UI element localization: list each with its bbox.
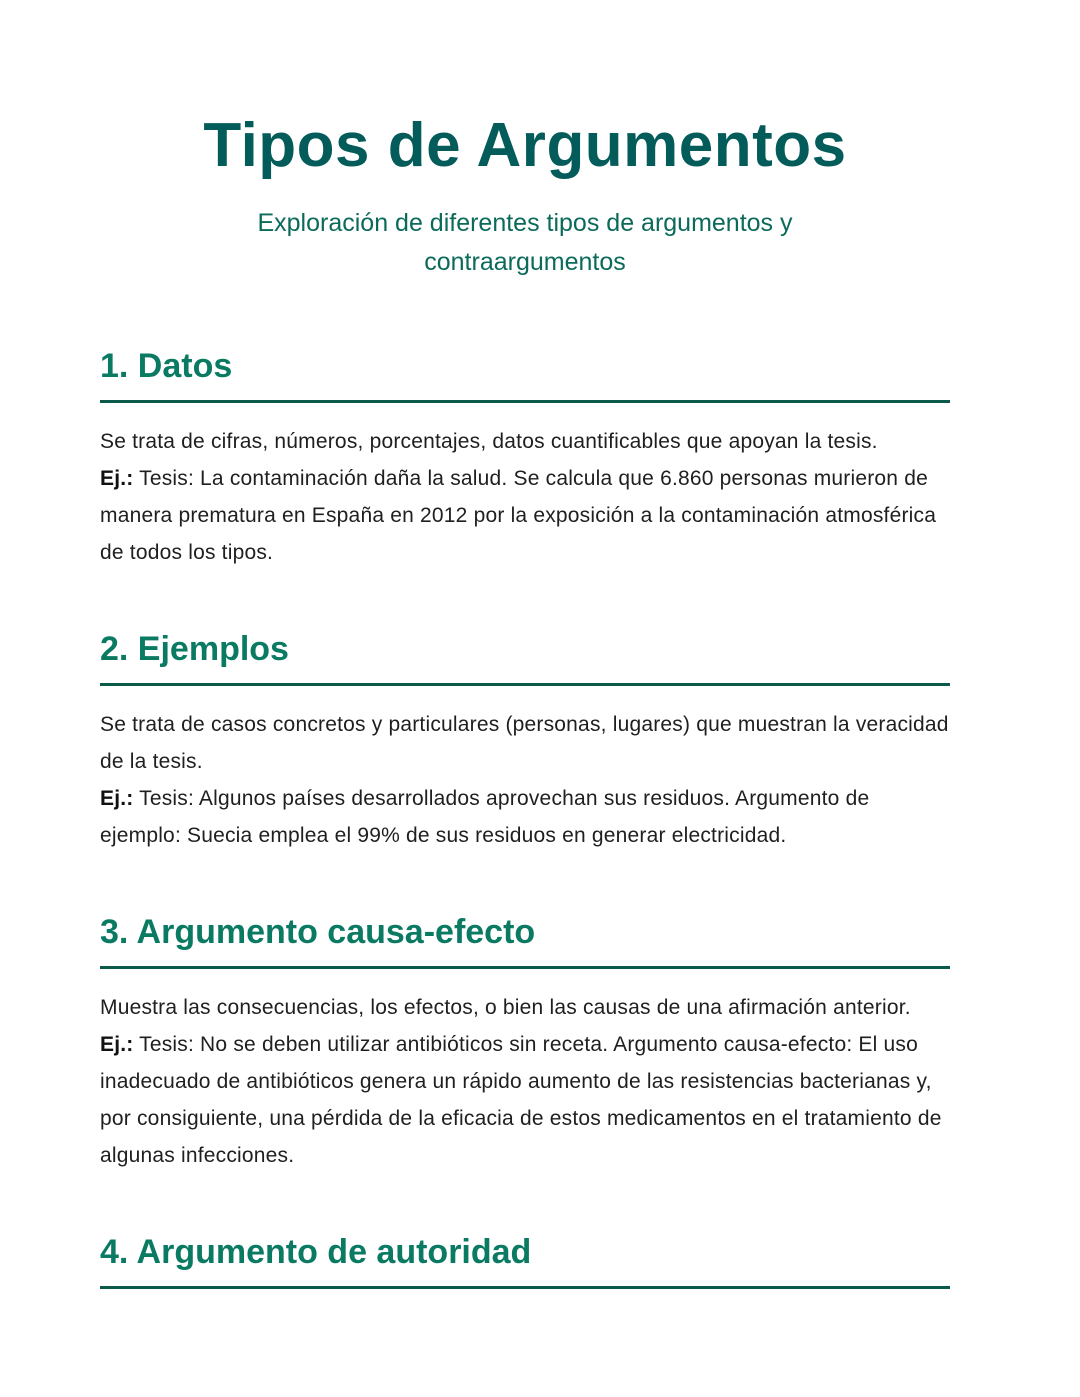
section-example — [100, 1026, 950, 1174]
section-causa-efecto — [100, 910, 950, 1174]
example-text: Tesis: La contaminación daña la salud. Se calcula que 6.860 personas murieron de manera prematura en España en 2012 por la exposición a la contaminación atmosférica de todos los tipos. — [100, 467, 937, 564]
section-description: Se trata de cifras, números, porcentajes, datos cuantificables que apoyan la tesis. — [100, 430, 878, 453]
example-label: Ej.: — [100, 787, 134, 810]
section-datos — [100, 344, 950, 571]
section-example — [100, 780, 950, 854]
section-ejemplos — [100, 627, 950, 854]
section-heading: 3. Argumento causa-efecto — [100, 910, 950, 969]
example-label: Ej.: — [100, 1033, 134, 1056]
example-label: Ej.: — [100, 467, 134, 490]
section-autoridad — [100, 1230, 950, 1289]
page-subtitle: Exploración de diferentes tipos de argumentos y contraargumentos — [257, 209, 793, 276]
section-description: Muestra las consecuencias, los efectos, o bien las causas de una afirmación anterior. — [100, 996, 911, 1019]
section-heading: 2. Ejemplos — [100, 627, 950, 686]
section-body — [100, 706, 950, 854]
section-example — [100, 460, 950, 571]
document-page — [100, 0, 950, 1289]
page-title: Tipos de Argumentos — [203, 111, 847, 180]
example-text: Tesis: Algunos países desarrollados aprovechan sus residuos. Argumento de ejemplo: Suecia emplea el 99% de sus residuos en generar electricidad. — [100, 787, 870, 847]
section-body — [100, 989, 950, 1174]
section-body — [100, 423, 950, 571]
section-description: Se trata de casos concretos y particulares (personas, lugares) que muestran la veracidad de la tesis. — [100, 713, 949, 773]
section-heading: 4. Argumento de autoridad — [100, 1230, 950, 1289]
example-text: Tesis: No se deben utilizar antibióticos sin receta. Argumento causa-efecto: El uso inadecuado de antibióticos genera un rápido aumento de las resistencias bacterianas y, por consiguiente, una pérdida de la eficacia de estos medicamentos en el tratamiento de algunas infecciones. — [100, 1033, 942, 1167]
section-heading: 1. Datos — [100, 344, 950, 403]
